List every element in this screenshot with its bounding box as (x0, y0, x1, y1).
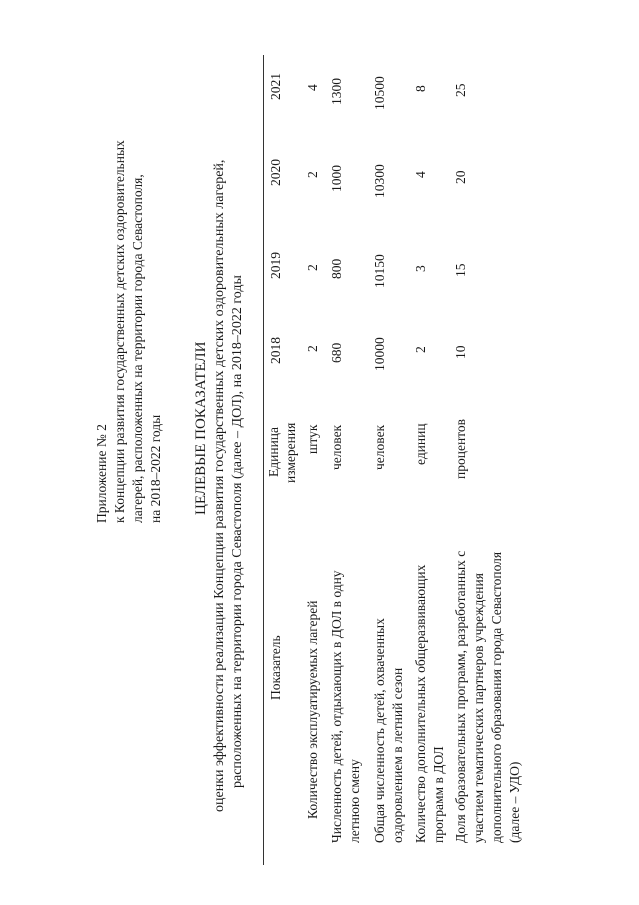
header-year: 2021 (268, 73, 283, 100)
row-label: летнюю смену (347, 759, 362, 843)
row-value: 10 (453, 345, 468, 359)
document-title: ЦЕЛЕВЫЕ ПОКАЗАТЕЛИ (193, 341, 209, 515)
row-value: 10150 (372, 254, 387, 288)
header-year: 2019 (268, 252, 283, 279)
row-value: 2 (305, 264, 320, 271)
row-value: 680 (329, 342, 344, 363)
row-label: дополнительного образования города Севастополя (489, 551, 504, 843)
row-label: Количество дополнительных общеразвивающих (413, 564, 428, 843)
appendix-title: Приложение № 2 (94, 424, 109, 523)
row-label: оздоровлением в летний сезон (390, 667, 405, 843)
row-label: Численность детей, отдыхающих в ДОЛ в одну (329, 570, 344, 843)
header-unit: Единица (266, 426, 281, 477)
row-label: (далее – УДО) (507, 761, 522, 843)
row-label: Количество эксплуатируемых лагерей (305, 600, 320, 819)
row-value: 4 (413, 171, 428, 178)
row-unit: человек (372, 424, 387, 470)
row-value: 25 (453, 83, 468, 97)
document-subtitle: расположенных на территории города Севастополя (далее – ДОЛ), на 2018–2022 годы (230, 275, 245, 788)
row-value: 4 (305, 84, 320, 91)
row-value: 20 (453, 170, 468, 184)
document-subtitle: оценки эффективности реализации Концепции развития государственных детских оздоровительных лагерей, (212, 159, 227, 812)
row-label: Общая численность детей, охваченных (372, 618, 387, 843)
appendix-line: к Концепции развития государственных детских оздоровительных (112, 140, 127, 523)
appendix-line: лагерей, расположенных на территории города Севастополя, (130, 174, 145, 523)
row-value: 15 (453, 263, 468, 277)
header-year: 2018 (268, 337, 283, 364)
row-value: 10300 (372, 164, 387, 198)
row-value: 10000 (372, 337, 387, 371)
row-unit: единиц (413, 423, 428, 465)
row-unit: человек (329, 424, 344, 470)
row-value: 3 (413, 265, 428, 272)
header-indicator: Показатель (268, 635, 283, 700)
row-value: 1300 (329, 78, 344, 105)
row-label: участием тематических партнеров учреждения (471, 573, 486, 843)
row-value: 2 (305, 345, 320, 352)
row-label: программ в ДОЛ (431, 746, 446, 843)
row-value: 8 (413, 85, 428, 92)
row-value: 2 (413, 346, 428, 353)
row-value: 800 (329, 258, 344, 279)
appendix-line: на 2018–2022 годы (148, 414, 163, 523)
row-value: 2 (305, 171, 320, 178)
table-top-rule (263, 55, 264, 865)
row-unit: процентов (453, 418, 468, 479)
header-unit: измерения (283, 422, 298, 483)
header-year: 2020 (268, 159, 283, 186)
row-unit: штук (305, 424, 320, 454)
row-value: 10500 (372, 76, 387, 110)
row-label: Доля образовательных программ, разработанных с (453, 550, 468, 843)
row-value: 1000 (329, 165, 344, 192)
